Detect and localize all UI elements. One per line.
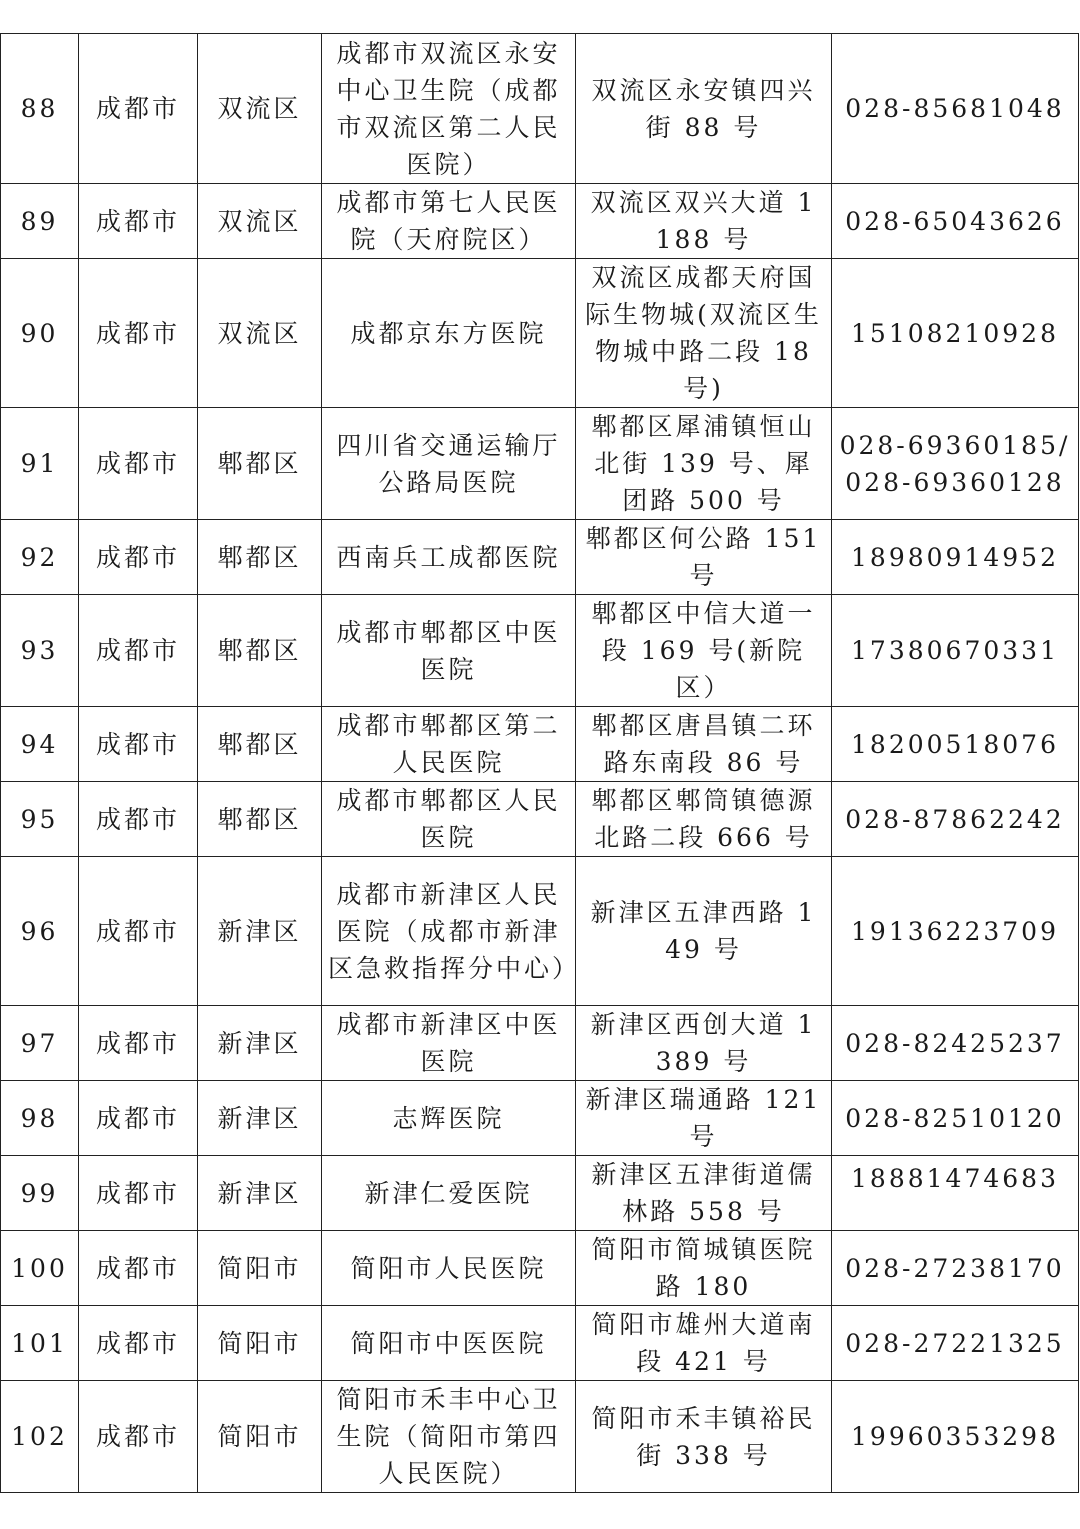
phone-cell: 028-82425237	[832, 1006, 1079, 1081]
table-row	[1, 1081, 1079, 1156]
hospital-name-cell: 成都市新津区中医医院	[322, 1006, 576, 1081]
row-number: 93	[1, 595, 79, 707]
phone-cell: 028-27238170	[832, 1231, 1079, 1306]
address-cell: 双流区成都天府国际生物城(双流区生物城中路二段 18 号)	[576, 259, 832, 408]
row-number: 97	[1, 1006, 79, 1081]
address-cell: 新津区瑞通路 121 号	[576, 1081, 832, 1156]
address-cell: 新津区五津西路 149 号	[576, 857, 832, 1006]
row-number: 100	[1, 1231, 79, 1306]
phone-cell: 028-69360185/028-69360128	[832, 408, 1079, 520]
table-row	[1, 34, 1079, 184]
district-cell: 新津区	[198, 857, 322, 1006]
district-cell: 郫都区	[198, 408, 322, 520]
city-cell: 成都市	[79, 1306, 198, 1381]
city-cell: 成都市	[79, 1006, 198, 1081]
hospital-name-cell: 成都市郫都区中医医院	[322, 595, 576, 707]
table-row	[1, 857, 1079, 1006]
hospital-name-cell: 成都京东方医院	[322, 259, 576, 408]
table-row	[1, 520, 1079, 595]
phone-cell: 028-27221325	[832, 1306, 1079, 1381]
phone-cell: 17380670331	[832, 595, 1079, 707]
address-cell: 新津区西创大道 1389 号	[576, 1006, 832, 1081]
city-cell: 成都市	[79, 707, 198, 782]
address-cell: 简阳市简城镇医院路 180	[576, 1231, 832, 1306]
row-number: 92	[1, 520, 79, 595]
district-cell: 新津区	[198, 1006, 322, 1081]
row-number: 95	[1, 782, 79, 857]
hospital-name-cell: 成都市郫都区第二人民医院	[322, 707, 576, 782]
district-cell: 简阳市	[198, 1306, 322, 1381]
hospital-name-cell: 四川省交通运输厅公路局医院	[322, 408, 576, 520]
district-cell: 简阳市	[198, 1381, 322, 1493]
table-row	[1, 1381, 1079, 1493]
city-cell: 成都市	[79, 1231, 198, 1306]
table-row	[1, 782, 1079, 857]
hospital-name-cell: 西南兵工成都医院	[322, 520, 576, 595]
district-cell: 新津区	[198, 1156, 322, 1231]
address-cell: 郫都区何公路 151 号	[576, 520, 832, 595]
phone-cell: 028-82510120	[832, 1081, 1079, 1156]
row-number: 99	[1, 1156, 79, 1231]
table-row	[1, 1231, 1079, 1306]
hospital-name-cell: 成都市郫都区人民医院	[322, 782, 576, 857]
table-row	[1, 408, 1079, 520]
hospital-name-cell: 成都市新津区人民医院（成都市新津区急救指挥分中心）	[322, 857, 576, 1006]
city-cell: 成都市	[79, 1156, 198, 1231]
phone-cell: 028-87862242	[832, 782, 1079, 857]
address-cell: 郫都区中信大道一段 169 号(新院区）	[576, 595, 832, 707]
row-number: 90	[1, 259, 79, 408]
phone-cell: 18881474683	[832, 1156, 1079, 1231]
table-row	[1, 1156, 1079, 1231]
hospital-name-cell: 简阳市人民医院	[322, 1231, 576, 1306]
phone-cell: 028-65043626	[832, 184, 1079, 259]
district-cell: 郫都区	[198, 595, 322, 707]
table-row	[1, 707, 1079, 782]
district-cell: 郫都区	[198, 707, 322, 782]
address-cell: 简阳市禾丰镇裕民街 338 号	[576, 1381, 832, 1493]
district-cell: 郫都区	[198, 782, 322, 857]
row-number: 91	[1, 408, 79, 520]
address-cell: 郫都区唐昌镇二环路东南段 86 号	[576, 707, 832, 782]
address-cell: 双流区双兴大道 1188 号	[576, 184, 832, 259]
city-cell: 成都市	[79, 184, 198, 259]
city-cell: 成都市	[79, 595, 198, 707]
city-cell: 成都市	[79, 408, 198, 520]
hospital-name-cell: 简阳市中医医院	[322, 1306, 576, 1381]
row-number: 96	[1, 857, 79, 1006]
phone-cell: 028-85681048	[832, 34, 1079, 184]
row-number: 88	[1, 34, 79, 184]
row-number: 94	[1, 707, 79, 782]
table-row	[1, 259, 1079, 408]
address-cell: 简阳市雄州大道南段 421 号	[576, 1306, 832, 1381]
city-cell: 成都市	[79, 34, 198, 184]
table-row	[1, 1006, 1079, 1081]
district-cell: 郫都区	[198, 520, 322, 595]
district-cell: 双流区	[198, 259, 322, 408]
row-number: 98	[1, 1081, 79, 1156]
hospital-name-cell: 志辉医院	[322, 1081, 576, 1156]
phone-cell: 19136223709	[832, 857, 1079, 1006]
district-cell: 简阳市	[198, 1231, 322, 1306]
city-cell: 成都市	[79, 1381, 198, 1493]
district-cell: 双流区	[198, 34, 322, 184]
hospital-name-cell: 新津仁爱医院	[322, 1156, 576, 1231]
city-cell: 成都市	[79, 782, 198, 857]
table-row	[1, 595, 1079, 707]
row-number: 101	[1, 1306, 79, 1381]
address-cell: 郫都区郫筒镇德源北路二段 666 号	[576, 782, 832, 857]
district-cell: 新津区	[198, 1081, 322, 1156]
city-cell: 成都市	[79, 520, 198, 595]
table-row	[1, 184, 1079, 259]
table-row	[1, 1306, 1079, 1381]
address-cell: 双流区永安镇四兴街 88 号	[576, 34, 832, 184]
district-cell: 双流区	[198, 184, 322, 259]
address-cell: 郫都区犀浦镇恒山北街 139 号、犀团路 500 号	[576, 408, 832, 520]
city-cell: 成都市	[79, 259, 198, 408]
phone-cell: 18200518076	[832, 707, 1079, 782]
phone-cell: 19960353298	[832, 1381, 1079, 1493]
city-cell: 成都市	[79, 1081, 198, 1156]
phone-cell: 18980914952	[832, 520, 1079, 595]
hospital-name-cell: 成都市双流区永安中心卫生院（成都市双流区第二人民医院）	[322, 34, 576, 184]
phone-cell: 15108210928	[832, 259, 1079, 408]
hospital-table	[0, 33, 1079, 1493]
address-cell: 新津区五津街道儒林路 558 号	[576, 1156, 832, 1231]
hospital-name-cell: 简阳市禾丰中心卫生院（简阳市第四人民医院）	[322, 1381, 576, 1493]
hospital-name-cell: 成都市第七人民医院（天府院区）	[322, 184, 576, 259]
city-cell: 成都市	[79, 857, 198, 1006]
row-number: 89	[1, 184, 79, 259]
row-number: 102	[1, 1381, 79, 1493]
